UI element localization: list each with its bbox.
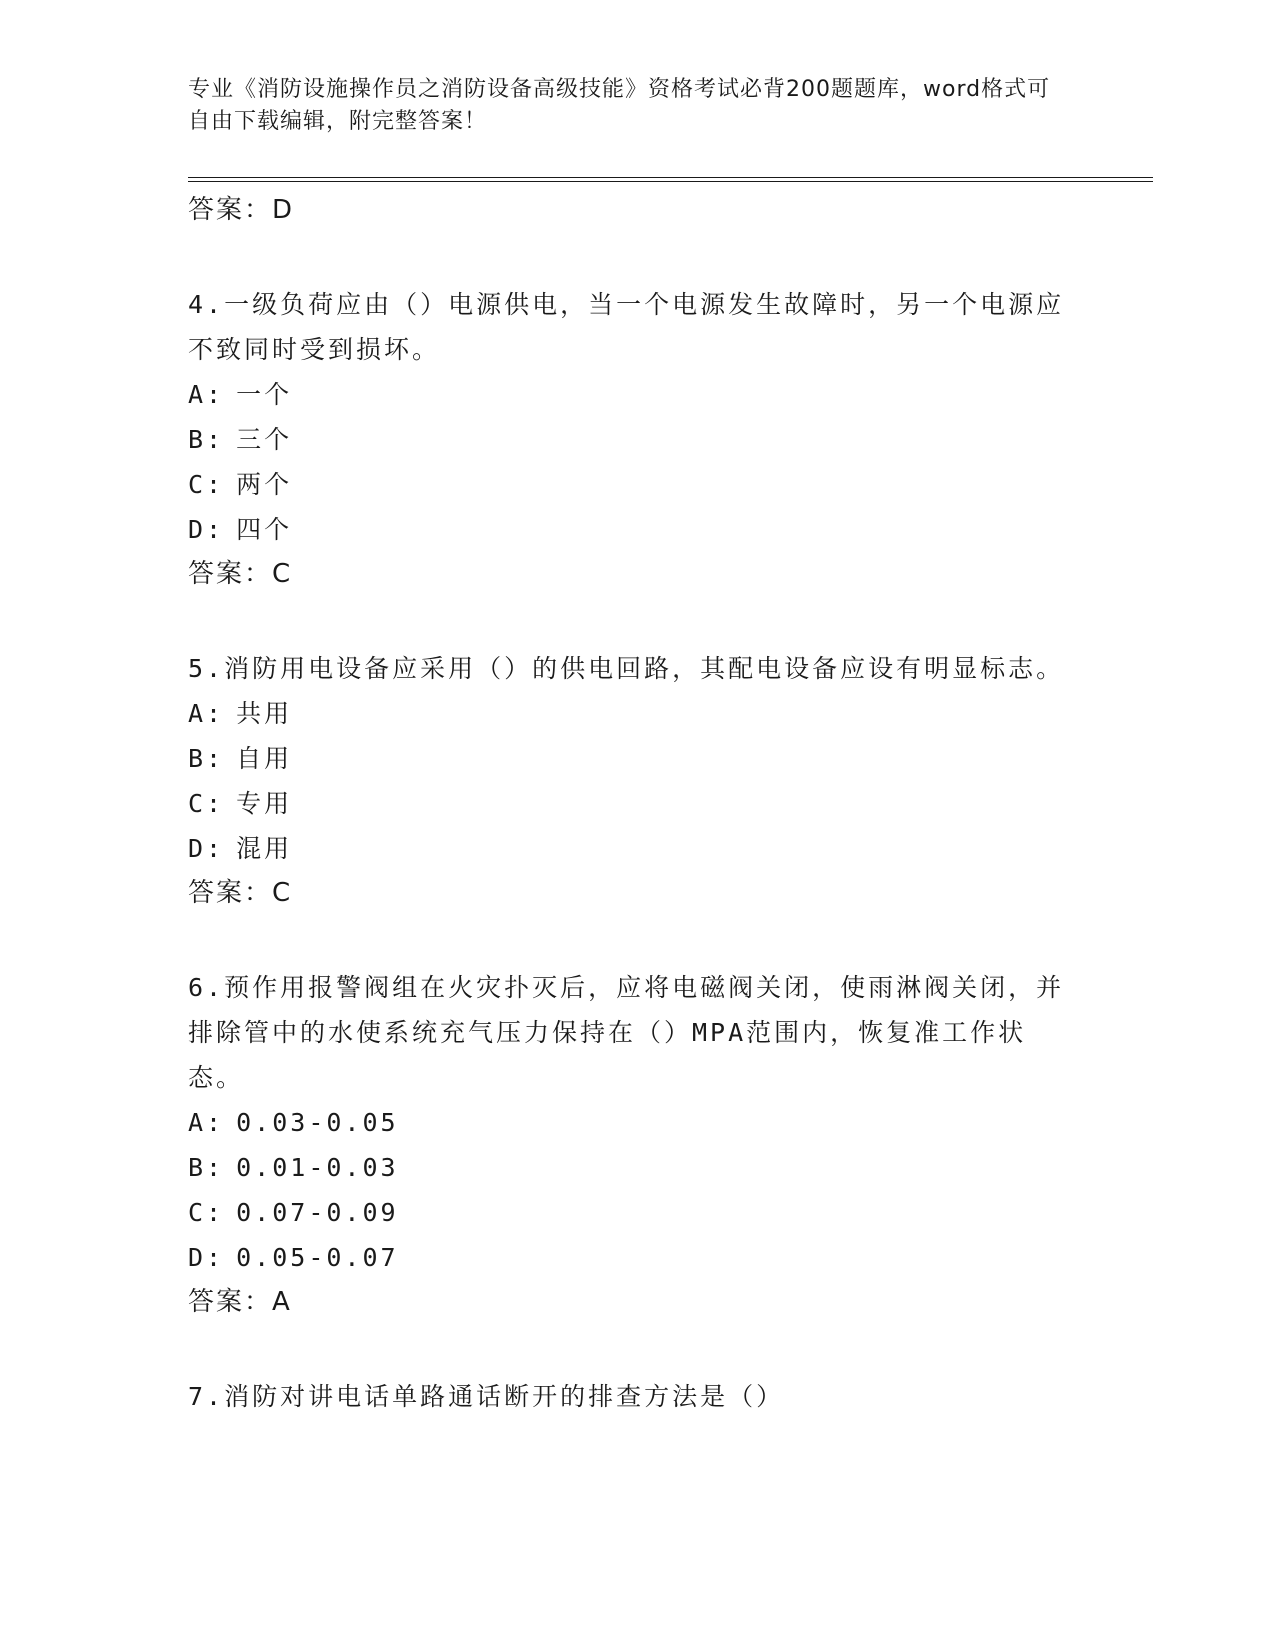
- option-letter: C:: [188, 470, 225, 499]
- answer-line: 答案：D: [188, 195, 295, 225]
- option-text: 一个: [236, 380, 293, 409]
- option-d: [188, 1235, 1153, 1280]
- question-block: [188, 965, 1153, 1324]
- option-text: 0.03-0.05: [236, 1108, 399, 1137]
- option-text: 三个: [236, 425, 293, 454]
- option-b: [188, 417, 1153, 462]
- option-c: [188, 1190, 1153, 1235]
- option-a: [188, 1100, 1153, 1145]
- option-text: 专用: [236, 789, 293, 818]
- document-header: 专业《消防设施操作员之消防设备高级技能》资格考试必背200题题库，word格式可自由下载编辑，附完整答案！: [188, 77, 1051, 134]
- question-list: [188, 188, 1153, 1419]
- option-d: [188, 826, 1153, 871]
- option-letter: D:: [188, 834, 225, 863]
- question-text: 5.消防用电设备应采用（）的供电回路，其配电设备应设有明显标志。: [188, 654, 1065, 683]
- question-block: [188, 282, 1153, 596]
- option-letter: B:: [188, 425, 225, 454]
- option-a: [188, 372, 1153, 417]
- option-text: 混用: [236, 834, 293, 863]
- header-divider-bottom: [188, 181, 1153, 182]
- option-letter: C:: [188, 1198, 225, 1227]
- option-c: [188, 781, 1153, 826]
- answer-line: 答案：C: [188, 878, 293, 908]
- option-letter: D:: [188, 1243, 225, 1272]
- option-text: 共用: [236, 699, 293, 728]
- option-text: 四个: [236, 515, 293, 544]
- option-letter: A:: [188, 380, 225, 409]
- answer-line: 答案：C: [188, 559, 293, 589]
- header-divider-top: [188, 177, 1153, 178]
- option-c: [188, 462, 1153, 507]
- option-text: 自用: [236, 744, 293, 773]
- option-letter: D:: [188, 515, 225, 544]
- question-block: [188, 646, 1153, 915]
- option-text: 0.07-0.09: [236, 1198, 399, 1227]
- option-letter: A:: [188, 699, 225, 728]
- question-text: 4.一级负荷应由（）电源供电，当一个电源发生故障时，另一个电源应不致同时受到损坏。: [188, 290, 1065, 364]
- option-text: 0.01-0.03: [236, 1153, 399, 1182]
- question-text: 7.消防对讲电话单路通话断开的排查方法是（）: [188, 1382, 785, 1411]
- option-letter: B:: [188, 744, 225, 773]
- answer-line: 答案：A: [188, 1287, 292, 1317]
- option-b: [188, 1145, 1153, 1190]
- option-letter: C:: [188, 789, 225, 818]
- question-text: 6.预作用报警阀组在火灾扑灭后，应将电磁阀关闭，使雨淋阀关闭，并排除管中的水使系统充气压力保持在（）MPA范围内，恢复准工作状态。: [188, 973, 1065, 1092]
- option-text: 0.05-0.07: [236, 1243, 399, 1272]
- question-block: [188, 1374, 1153, 1419]
- option-a: [188, 691, 1153, 736]
- option-letter: B:: [188, 1153, 225, 1182]
- option-d: [188, 507, 1153, 552]
- option-letter: A:: [188, 1108, 225, 1137]
- option-b: [188, 736, 1153, 781]
- option-text: 两个: [236, 470, 293, 499]
